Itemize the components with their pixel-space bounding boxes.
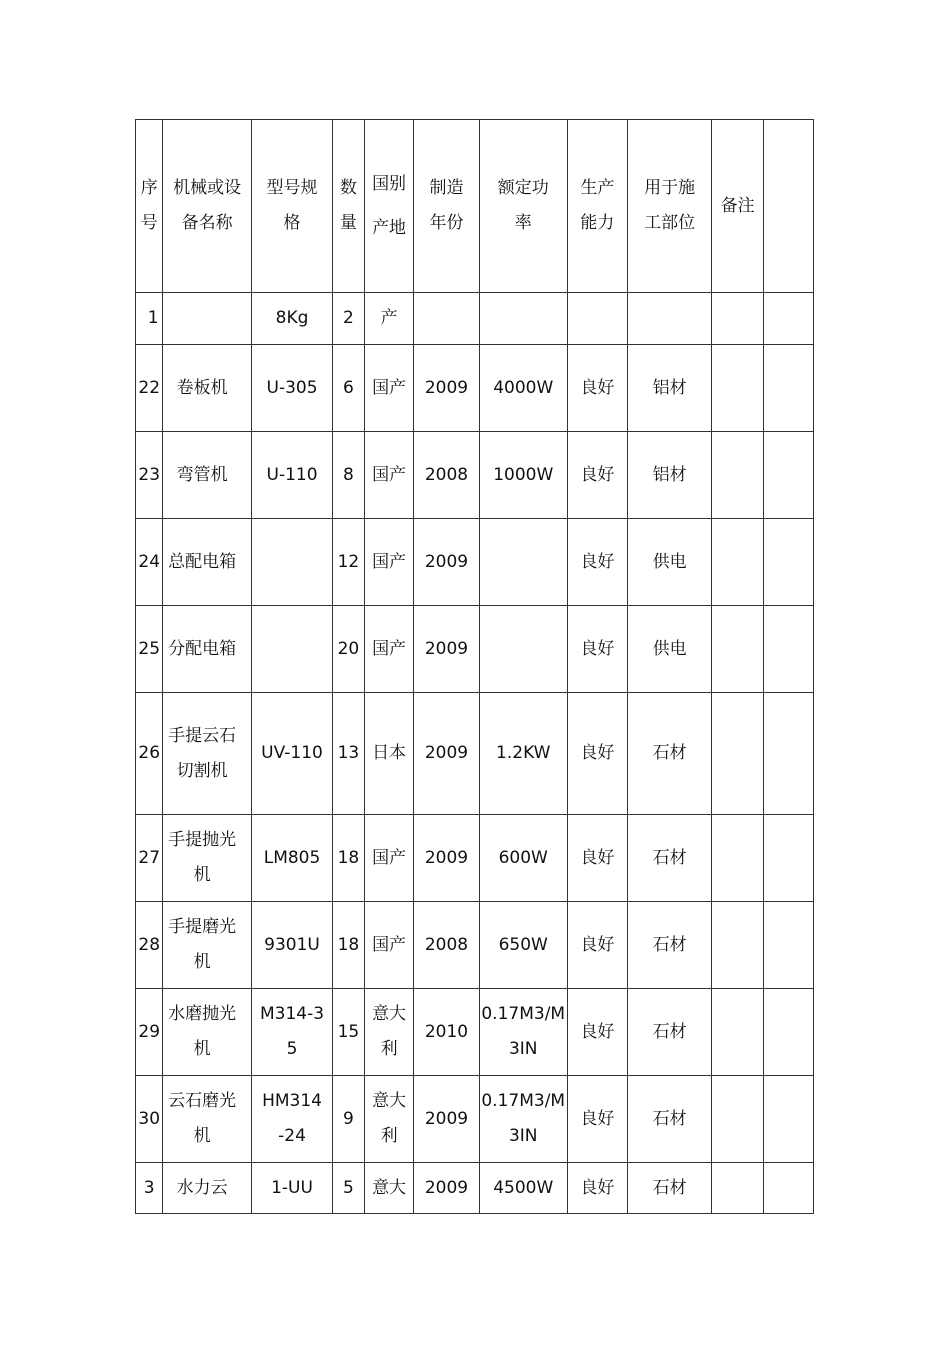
cell-capacity — [567, 293, 627, 345]
cell-qty: 18 — [333, 815, 365, 902]
cell-model: 9301U — [251, 902, 332, 989]
cell-name: 水力云 — [163, 1163, 251, 1214]
header-name: 机械或设备名称 — [163, 120, 251, 293]
cell-qty: 13 — [333, 693, 365, 815]
cell-note — [712, 902, 764, 989]
cell-note — [712, 293, 764, 345]
cell-qty: 9 — [333, 1076, 365, 1163]
cell-extra — [764, 902, 814, 989]
cell-capacity: 良好 — [567, 989, 627, 1076]
cell-year: 2009 — [414, 606, 479, 693]
header-row — [136, 120, 814, 293]
header-qty: 数量 — [333, 120, 365, 293]
cell-extra — [764, 693, 814, 815]
cell-qty: 6 — [333, 345, 365, 432]
cell-power — [479, 519, 567, 606]
cell-power: 600W — [479, 815, 567, 902]
cell-year: 2009 — [414, 1163, 479, 1214]
cell-origin: 国产 — [364, 902, 414, 989]
cell-note — [712, 345, 764, 432]
cell-power: 0.17M3/M3IN — [479, 1076, 567, 1163]
table-row — [136, 606, 814, 693]
cell-power — [479, 606, 567, 693]
cell-year: 2009 — [414, 1076, 479, 1163]
cell-seq: 27 — [136, 815, 163, 902]
cell-year — [414, 293, 479, 345]
cell-model: U-305 — [251, 345, 332, 432]
header-origin-place: 产地 — [372, 218, 407, 238]
cell-origin: 意大 — [364, 1163, 414, 1214]
cell-capacity: 良好 — [567, 693, 627, 815]
cell-name: 水磨抛光机 — [163, 989, 251, 1076]
cell-qty: 15 — [333, 989, 365, 1076]
cell-power: 1.2KW — [479, 693, 567, 815]
table-row — [136, 902, 814, 989]
table-row — [136, 1076, 814, 1163]
cell-usage: 石材 — [627, 902, 711, 989]
cell-year: 2009 — [414, 815, 479, 902]
cell-note — [712, 519, 764, 606]
cell-note — [712, 1163, 764, 1214]
cell-capacity: 良好 — [567, 1163, 627, 1214]
cell-usage: 石材 — [627, 693, 711, 815]
cell-year: 2009 — [414, 519, 479, 606]
cell-year: 2008 — [414, 902, 479, 989]
cell-origin: 意大利 — [364, 1076, 414, 1163]
cell-extra — [764, 815, 814, 902]
cell-note — [712, 693, 764, 815]
table-row — [136, 815, 814, 902]
cell-seq: 30 — [136, 1076, 163, 1163]
cell-note — [712, 1076, 764, 1163]
header-origin — [364, 120, 414, 293]
cell-name: 云石磨光机 — [163, 1076, 251, 1163]
cell-note — [712, 606, 764, 693]
cell-model: UV-110 — [251, 693, 332, 815]
cell-qty: 18 — [333, 902, 365, 989]
cell-name: 手提云石切割机 — [163, 693, 251, 815]
header-power: 额定功率 — [479, 120, 567, 293]
cell-capacity: 良好 — [567, 902, 627, 989]
cell-extra — [764, 519, 814, 606]
cell-model: U-110 — [251, 432, 332, 519]
cell-name: 总配电箱 — [163, 519, 251, 606]
cell-extra — [764, 606, 814, 693]
cell-usage — [627, 293, 711, 345]
cell-qty: 8 — [333, 432, 365, 519]
cell-year: 2008 — [414, 432, 479, 519]
table-row — [136, 519, 814, 606]
header-capacity: 生产能力 — [567, 120, 627, 293]
cell-seq: 1 — [136, 293, 163, 345]
cell-capacity: 良好 — [567, 432, 627, 519]
cell-extra — [764, 293, 814, 345]
cell-origin: 国产 — [364, 432, 414, 519]
cell-model: 8Kg — [251, 293, 332, 345]
cell-extra — [764, 345, 814, 432]
cell-qty: 20 — [333, 606, 365, 693]
cell-capacity: 良好 — [567, 606, 627, 693]
cell-seq: 29 — [136, 989, 163, 1076]
table-row — [136, 432, 814, 519]
cell-usage: 石材 — [627, 815, 711, 902]
header-note: 备注 — [712, 120, 764, 293]
header-usage: 用于施工部位 — [627, 120, 711, 293]
table-row — [136, 293, 814, 345]
cell-usage: 铝材 — [627, 345, 711, 432]
cell-usage: 石材 — [627, 1163, 711, 1214]
cell-power — [479, 293, 567, 345]
header-year: 制造年份 — [414, 120, 479, 293]
cell-model: M314-35 — [251, 989, 332, 1076]
cell-name: 分配电箱 — [163, 606, 251, 693]
cell-extra — [764, 1076, 814, 1163]
cell-model: HM314-24 — [251, 1076, 332, 1163]
cell-year: 2010 — [414, 989, 479, 1076]
cell-power: 4500W — [479, 1163, 567, 1214]
cell-qty: 2 — [333, 293, 365, 345]
table-row — [136, 693, 814, 815]
table-row — [136, 345, 814, 432]
cell-model: 1-UU — [251, 1163, 332, 1214]
cell-seq: 24 — [136, 519, 163, 606]
cell-name: 手提抛光机 — [163, 815, 251, 902]
cell-power: 1000W — [479, 432, 567, 519]
cell-extra — [764, 1163, 814, 1214]
cell-seq: 22 — [136, 345, 163, 432]
cell-capacity: 良好 — [567, 1076, 627, 1163]
cell-extra — [764, 432, 814, 519]
cell-power: 650W — [479, 902, 567, 989]
cell-note — [712, 432, 764, 519]
cell-origin: 国产 — [364, 519, 414, 606]
table-row — [136, 1163, 814, 1214]
header-model: 型号规格 — [251, 120, 332, 293]
cell-model — [251, 519, 332, 606]
cell-model — [251, 606, 332, 693]
cell-seq: 26 — [136, 693, 163, 815]
cell-origin: 产 — [364, 293, 414, 345]
cell-seq: 23 — [136, 432, 163, 519]
cell-origin: 国产 — [364, 815, 414, 902]
cell-name — [163, 293, 251, 345]
cell-origin: 国产 — [364, 345, 414, 432]
cell-model: LM805 — [251, 815, 332, 902]
equipment-table — [135, 119, 814, 1214]
cell-name: 卷板机 — [163, 345, 251, 432]
cell-seq: 3 — [136, 1163, 163, 1214]
cell-usage: 石材 — [627, 1076, 711, 1163]
cell-seq: 25 — [136, 606, 163, 693]
table-row — [136, 989, 814, 1076]
cell-seq: 28 — [136, 902, 163, 989]
cell-power: 4000W — [479, 345, 567, 432]
cell-name: 弯管机 — [163, 432, 251, 519]
cell-origin: 日本 — [364, 693, 414, 815]
cell-capacity: 良好 — [567, 345, 627, 432]
header-seq: 序号 — [136, 120, 163, 293]
header-extra — [764, 120, 814, 293]
cell-origin: 意大利 — [364, 989, 414, 1076]
cell-usage: 铝材 — [627, 432, 711, 519]
cell-origin: 国产 — [364, 606, 414, 693]
cell-year: 2009 — [414, 345, 479, 432]
cell-note — [712, 989, 764, 1076]
cell-capacity: 良好 — [567, 815, 627, 902]
cell-qty: 12 — [333, 519, 365, 606]
cell-usage: 供电 — [627, 606, 711, 693]
cell-extra — [764, 989, 814, 1076]
cell-capacity: 良好 — [567, 519, 627, 606]
cell-year: 2009 — [414, 693, 479, 815]
cell-power: 0.17M3/M3IN — [479, 989, 567, 1076]
cell-name: 手提磨光机 — [163, 902, 251, 989]
cell-qty: 5 — [333, 1163, 365, 1214]
cell-note — [712, 815, 764, 902]
cell-usage: 石材 — [627, 989, 711, 1076]
header-origin-country: 国别 — [372, 174, 407, 194]
cell-usage: 供电 — [627, 519, 711, 606]
